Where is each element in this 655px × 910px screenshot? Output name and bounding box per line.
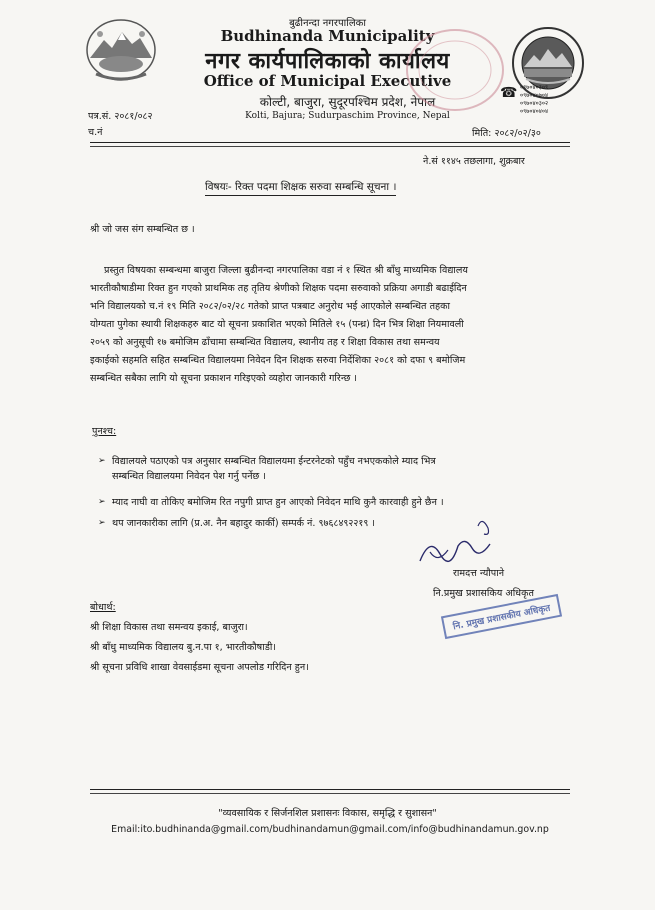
phone-number: ०९७०४०३०९ xyxy=(520,84,549,91)
cc-recipient: श्री शिक्षा विकास तथा समन्वय इकाई, बाजुरा। xyxy=(90,622,248,633)
arrow-bullet-icon: ➢ xyxy=(98,497,106,507)
phone-number: ०९७०४०४०४ xyxy=(520,108,549,115)
cc-heading: बोधार्थ: xyxy=(90,602,116,613)
address-english: Kolti, Bajura; Sudurpaschim Province, Nepal xyxy=(245,111,450,121)
cc-recipient: श्री सूचना प्रविधि शाखा वेवसाईडमा सूचना अपलोड गरिदिन हुन। xyxy=(90,662,309,673)
letter-date: मिति: २०८२/०२/३० xyxy=(472,128,541,139)
phone-numbers xyxy=(520,84,548,116)
municipality-name-nepali: बुढीनन्दा नगरपालिका xyxy=(289,18,366,29)
note-text: सम्बन्धित विद्यालयमा निवेदन पेश गर्नु पर्नेछ । xyxy=(112,471,266,482)
phone-icon: ☎ xyxy=(500,85,518,101)
subject-line xyxy=(205,180,396,196)
header-divider xyxy=(90,142,570,143)
signatory-title: नि.प्रमुख प्रशासकिय अधिकृत xyxy=(433,588,534,599)
body-line: इकाईको सहमति सहित सम्बन्धित विद्यालयमा निवेदन दिन शिक्षक सरुवा निर्देशिका २०८१ को दफा ९ बमोजिम xyxy=(90,355,466,366)
footer-email[interactable]: Email:ito.budhinanda@gmail.com/budhinandamun@gmail.com/info@budhinandamun.gov.np xyxy=(111,824,549,835)
body-line: प्रस्तुत विषयका सम्बन्धमा बाजुरा जिल्ला बुढीनन्दा नगरपालिका वडा नं १ स्थित श्री बाँधु माध्यमिक विद्यालय xyxy=(104,265,468,276)
footer-divider xyxy=(90,789,570,790)
handwritten-signature-icon xyxy=(410,506,505,571)
note-item xyxy=(98,454,552,484)
phone-number: ०९७०४०३०२ xyxy=(520,100,549,107)
reference-number: पत्र.सं. २०८१/०८२ xyxy=(88,111,153,122)
body-line: २०५९ को अनुसूची १७ बमोजिम ढाँचामा सम्बन्धित विद्यालय, स्थानीय तह र शिक्षा विकास तथा समन्वय xyxy=(90,337,440,348)
footer-slogan: "व्यवसायिक र सिर्जनशिल प्रशासनः विकास, समृद्धि र सुशासन" xyxy=(218,808,437,819)
note-text: विद्यालयले पठाएको पत्र अनुसार सम्बन्धित विद्यालयमा ईन्टरनेटको पहुँच नभएककोले म्याद भित्र xyxy=(112,456,436,467)
dispatch-number: च.नं xyxy=(88,127,103,138)
cc-recipient: श्री बाँधु माध्यमिक विद्यालय बु.न.पा १, भारतीकौषाडी। xyxy=(90,642,276,653)
subject-text: विषयः- रिक्त पदमा शिक्षक सरुवा सम्बन्धि सूचना । xyxy=(205,181,397,193)
arrow-bullet-icon: ➢ xyxy=(98,456,106,466)
office-name-english: Office of Municipal Executive xyxy=(203,72,452,90)
footer-divider-thin xyxy=(90,793,570,794)
body-line: योग्यता पुगेका स्थायी शिक्षकहरु बाट यो सूचना प्रकाशित भएको मितिले १५ (पन्ध्र) दिन भित्र शिक्षा नियमावली xyxy=(90,319,464,330)
nepal-sambat-date: ने.सं ११४५ तछलागा, शुक्रबार xyxy=(423,156,525,167)
office-name-nepali: नगर कार्यपालिकाको कार्यालय xyxy=(205,49,450,74)
official-designation-stamp: नि. प्रमुख प्रशासकीय अधिकृत xyxy=(441,594,562,639)
salutation: श्री जो जस संग सम्बन्धित छ । xyxy=(90,224,195,235)
note-text: थप जानकारीका लागि (प्र.अ. नैन बहादुर कार्की) सम्पर्क नं. ९७६८४९२२१९ । xyxy=(112,518,376,529)
body-line: भनि विद्यालयको च.नं १९ मिति २०८२/०२/२८ गतेको प्राप्त पत्रबाट अनुरोध भई आएकोले सम्बन्धित तहका xyxy=(90,301,450,312)
arrow-bullet-icon: ➢ xyxy=(98,518,106,528)
note-text: म्याद नाघी वा तोकिए बमोजिम रित नपुगी प्राप्त हुन आएको निवेदन माथि कुनै कारवाही हुने छैन । xyxy=(112,497,444,508)
postscript-heading: पुनश्च: xyxy=(92,426,117,437)
municipality-name-english: Budhinanda Municipality xyxy=(220,27,435,45)
signatory-name: रामदत्त न्यौपाने xyxy=(453,568,505,579)
body-line: भारतीकौषाडीमा रिक्त हुन गएको प्राथमिक तह तृतिय श्रेणीको शिक्षक पदमा सरुवाको प्रक्रिया अगाडी बढाईदिन xyxy=(90,283,467,294)
body-line: सम्बन्धित सबैका लागि यो सूचना प्रकाशन गरिइएको व्यहोरा जानकारी गरिन्छ । xyxy=(90,373,357,384)
office-stamp-icon xyxy=(400,20,510,120)
header-divider-thin xyxy=(90,146,570,147)
address-nepali: कोल्टी, बाजुरा, सुदूरपश्चिम प्रदेश, नेपाल xyxy=(259,95,436,109)
phone-number: ०९७०४०७०४ xyxy=(520,92,549,99)
body-paragraph xyxy=(90,262,560,388)
